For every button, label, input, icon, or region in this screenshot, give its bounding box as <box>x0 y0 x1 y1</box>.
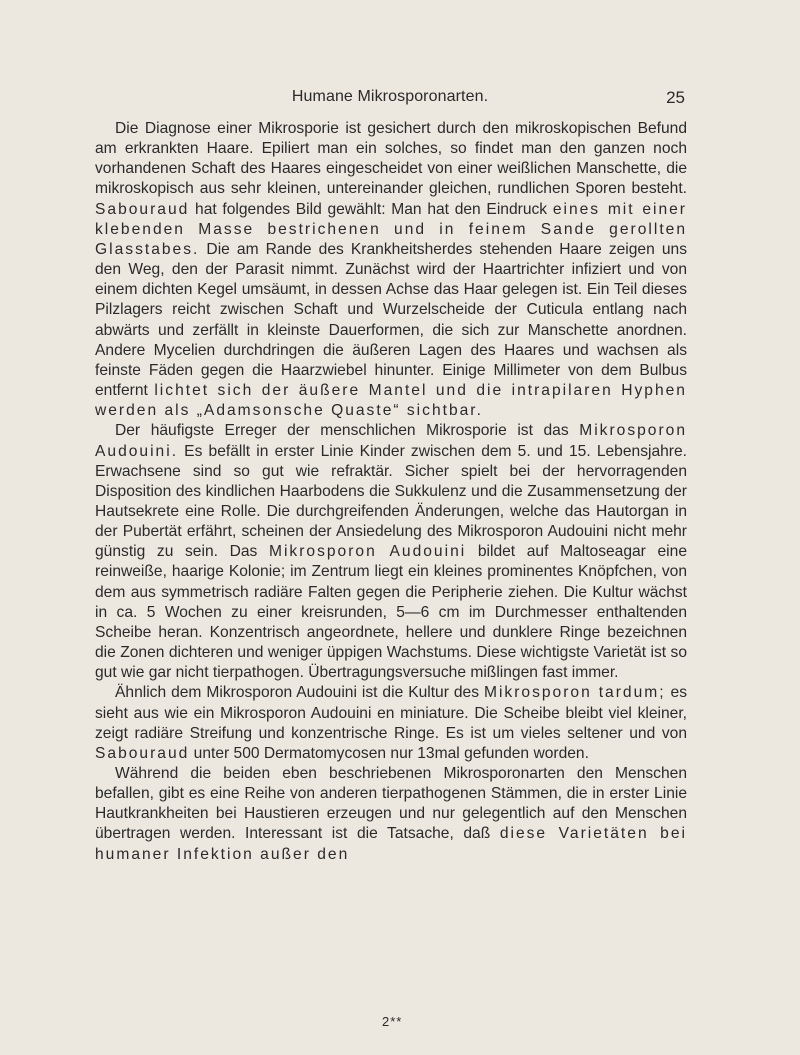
text-run: Es befällt in erster Linie Kinder zwischen dem 5. und 15. Lebensjahre. Erwachsene sind so gut wie refraktär. Sicher spielt bei der hervorragenden Disposition des kindlichen Haarbodens die Sukkulenz und die Zusammensetzung der Hautsekrete eine Rolle. Die durchgreifenden Änderungen, welche das Hautorgan in der Pubertät erfährt, scheinen der Ansiedelung des Mikrosporon Audouini nicht mehr günstig zu sein. Das <box>95 442 687 561</box>
species-name: Mikrosporon Audouini. <box>95 422 687 460</box>
running-title: Humane Mikrosporonarten. <box>291 88 489 105</box>
page-number: 25 <box>666 88 685 107</box>
paragraph-audouini <box>95 421 687 683</box>
author-name-sabouraud: Sabouraud <box>95 200 190 218</box>
text-run: Die Diagnose einer Mikrosporie ist gesichert durch den mikroskopischen Befund am erkrankten Haare. Epiliert man ein solches, so findet man den ganzen noch vorhandenen Schaft des Haares eingescheidet von einer weißlichen Manschette, die mikroskopisch aus sehr kleinen, untereinander gleichen, rundlichen Sporen besteht. <box>95 120 687 198</box>
emphasis-text: lichtet sich der äußere Mantel und die intrapilaren Hyphen werden als „Adamsonsche Quaste“ sichtbar. <box>95 382 687 420</box>
running-head <box>95 88 685 112</box>
signature-mark: 2** <box>382 1014 403 1029</box>
text-run: Während die beiden eben beschriebenen Mikrosporonarten den Menschen befallen, gibt es eine Reihe von anderen tierpathogenen Stämmen, die in erster Linie Hautkrankheiten bei Haustieren erzeugen und nur gelegentlich auf den Menschen übertragen werden. Interessant ist die Tatsache, daß <box>95 765 687 843</box>
body-text <box>95 119 687 865</box>
paragraph-animal-strains <box>95 764 687 865</box>
text-run: Die am Rande des Krankheitsherdes stehenden Haare zeigen uns den Weg, den der Parasit nimmt. Zunächst wird der Haartrichter infiziert und von einem dichten Kegel umsäumt, in dessen Achse das Haar gelegen ist. Ein Teil dieses Pilzlagers reicht zwischen Schaft und Wurzelscheide der Cuticula entlang nach abwärts und zerfällt in kleinste Dauerformen, die sich zur Manschette anordnen. Andere Mycelien durchdringen die äußeren Lagen des Haares und wachsen als feinste Fäden gegen die Haarzwiebel hinunter. Einige Millimeter von dem Bulbus entfernt <box>95 240 687 400</box>
author-name-sabouraud: Sabouraud <box>95 744 190 762</box>
text-run: bildet auf Maltoseagar eine reinweiße, haarige Kolonie; im Zentrum liegt ein kleines prominentes Knöpfchen, von dem aus symmetrisch radiäre Falten gegen die Peripherie ziehen. Die Kultur wächst in ca. 5 Wochen zu einer kreisrunden, 5—6 cm im Durchmesser enthaltenden Scheibe heran. Konzentrisch angeordnete, hellere und dunklere Ringe bezeichnen die Zonen dichteren und weniger üppigen Wachstums. Diese wichtigste Varietät ist so gut wie gar nicht tierpathogen. Übertragungsversuche mißlingen fast immer. <box>95 543 687 682</box>
emphasis-text: eines mit einer klebenden Masse bestrichenen und in feinem Sande gerollten Glasstabes. <box>95 200 687 258</box>
text-run: Der häufigste Erreger der menschlichen Mikrosporie ist das <box>115 422 580 440</box>
species-name: Mikrosporon Audouini <box>268 543 467 561</box>
text-run: Ähnlich dem Mikrosporon Audouini ist die Kultur des <box>115 684 484 702</box>
paragraph-diagnosis <box>95 119 687 421</box>
species-name: Mikrosporon tardum; <box>483 684 666 702</box>
emphasis-text: diese Varietäten bei humaner Infektion außer den <box>95 825 687 863</box>
text-run: unter 500 Dermatomycosen nur 13mal gefunden worden. <box>189 744 589 762</box>
text-run: hat folgendes Bild gewählt: Man hat den Eindruck <box>189 200 553 218</box>
paragraph-tardum <box>95 683 687 764</box>
text-run: es sieht aus wie ein Mikrosporon Audouini en miniature. Die Scheibe bleibt viel kleiner, zeigt radiäre Streifung und konzentrische Ringe. Es ist um vieles seltener und von <box>95 684 687 742</box>
